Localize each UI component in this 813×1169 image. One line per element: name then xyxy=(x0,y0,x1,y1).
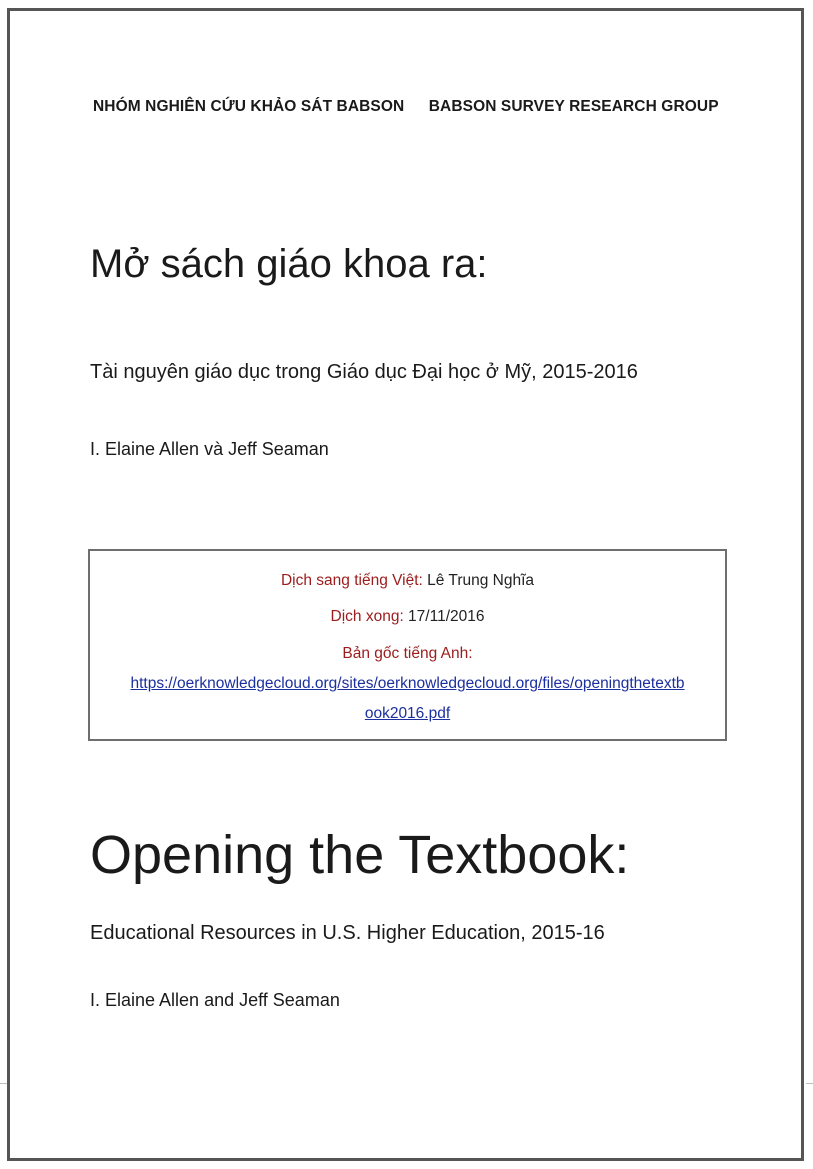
page-edge-right xyxy=(806,1083,813,1084)
translator-row xyxy=(90,572,725,590)
research-group-header xyxy=(93,98,719,116)
header-vn-group: NHÓM NGHIÊN CỨU KHẢO SÁT BABSON xyxy=(93,98,405,115)
original-url-line-2 xyxy=(90,705,725,723)
header-en-group: BABSON SURVEY RESEARCH GROUP xyxy=(428,98,719,115)
completed-date: 17/11/2016 xyxy=(403,608,485,625)
english-subtitle: Educational Resources in U.S. Higher Education, 2015-16 xyxy=(90,922,605,944)
original-row xyxy=(90,645,725,663)
original-url-line-1 xyxy=(90,675,725,693)
original-label: Bản gốc tiếng Anh: xyxy=(342,645,473,662)
vietnamese-subtitle: Tài nguyên giáo dục trong Giáo dục Đại học ở Mỹ, 2015-2016 xyxy=(90,361,638,383)
vietnamese-title: Mở sách giáo khoa ra: xyxy=(90,242,488,286)
translator-label: Dịch sang tiếng Việt: xyxy=(280,572,423,589)
vietnamese-authors: I. Elaine Allen và Jeff Seaman xyxy=(90,439,329,459)
translation-info-box xyxy=(88,549,727,741)
english-title: Opening the Textbook: xyxy=(90,825,630,885)
page-edge-left xyxy=(0,1083,7,1084)
completed-label: Dịch xong: xyxy=(330,608,404,625)
completed-row xyxy=(90,608,725,626)
original-url-link-continued[interactable]: ook2016.pdf xyxy=(364,705,451,722)
english-authors: I. Elaine Allen and Jeff Seaman xyxy=(90,990,340,1010)
original-url-link[interactable]: https://oerknowledgecloud.org/sites/oerknowledgecloud.org/files/openingthetextb xyxy=(130,675,685,692)
translator-name: Lê Trung Nghĩa xyxy=(422,572,535,589)
